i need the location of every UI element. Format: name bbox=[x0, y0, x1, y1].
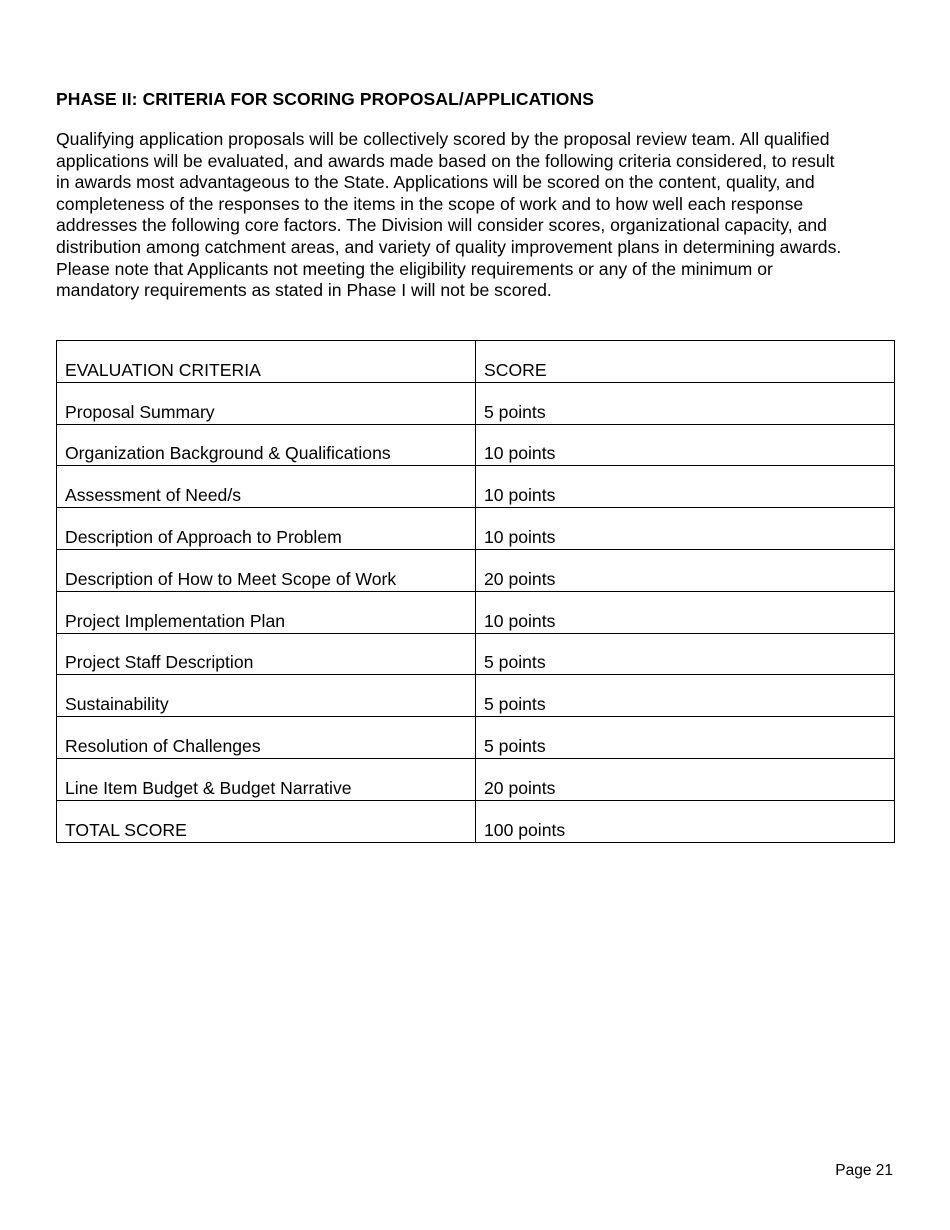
score-cell: 5 points bbox=[476, 717, 895, 759]
score-cell: 10 points bbox=[476, 508, 895, 550]
score-cell: 10 points bbox=[476, 466, 895, 508]
table-row bbox=[57, 508, 895, 550]
score-cell: 5 points bbox=[476, 382, 895, 424]
score-cell: 5 points bbox=[476, 633, 895, 675]
score-cell: 5 points bbox=[476, 675, 895, 717]
intro-line: applications will be evaluated, and awards made based on the following criteria considered, to result bbox=[56, 150, 835, 171]
score-cell: 10 points bbox=[476, 424, 895, 466]
section-heading: PHASE II: CRITERIA FOR SCORING PROPOSAL/APPLICATIONS bbox=[56, 89, 595, 109]
table-row bbox=[57, 758, 895, 800]
header-cell-criteria: EVALUATION CRITERIA bbox=[57, 341, 476, 383]
intro-line: Qualifying application proposals will be collectively scored by the proposal review team. All qualified bbox=[56, 129, 830, 149]
criteria-cell: Line Item Budget & Budget Narrative bbox=[57, 758, 476, 800]
intro-line: mandatory requirements as stated in Phase I will not be scored. bbox=[56, 280, 552, 301]
table-row bbox=[57, 549, 895, 591]
intro-line: completeness of the responses to the items in the scope of work and to how well each response bbox=[56, 193, 804, 214]
total-label-cell: TOTAL SCORE bbox=[57, 800, 476, 842]
criteria-cell: Project Staff Description bbox=[57, 633, 476, 675]
page-number: Page 21 bbox=[835, 1162, 893, 1179]
intro-line: distribution among catchment areas, and variety of quality improvement plans in determining awards. bbox=[56, 236, 842, 257]
criteria-cell: Resolution of Challenges bbox=[57, 717, 476, 759]
score-cell: 20 points bbox=[476, 549, 895, 591]
criteria-cell: Assessment of Need/s bbox=[57, 466, 476, 508]
intro-line: in awards most advantageous to the State. Applications will be scored on the content, quality, and bbox=[56, 172, 815, 193]
scoring-criteria-table bbox=[56, 340, 895, 843]
table-row bbox=[57, 717, 895, 759]
criteria-cell: Proposal Summary bbox=[57, 382, 476, 424]
criteria-cell: Organization Background & Qualifications bbox=[57, 424, 476, 466]
intro-paragraph bbox=[56, 129, 901, 302]
table-header-row bbox=[57, 341, 895, 383]
total-score-cell: 100 points bbox=[476, 800, 895, 842]
table-row bbox=[57, 382, 895, 424]
score-cell: 10 points bbox=[476, 591, 895, 633]
criteria-cell: Sustainability bbox=[57, 675, 476, 717]
score-cell: 20 points bbox=[476, 758, 895, 800]
table-row bbox=[57, 466, 895, 508]
intro-line: Please note that Applicants not meeting the eligibility requirements or any of the minimum or bbox=[56, 258, 773, 279]
table-row bbox=[57, 424, 895, 466]
criteria-cell: Description of Approach to Problem bbox=[57, 508, 476, 550]
table-row bbox=[57, 675, 895, 717]
table-row bbox=[57, 633, 895, 675]
header-cell-score: SCORE bbox=[476, 341, 895, 383]
criteria-cell: Description of How to Meet Scope of Work bbox=[57, 549, 476, 591]
intro-line: addresses the following core factors. The Division will consider scores, organizational capacity, and bbox=[56, 215, 827, 236]
total-row bbox=[57, 800, 895, 842]
criteria-cell: Project Implementation Plan bbox=[57, 591, 476, 633]
table-row bbox=[57, 591, 895, 633]
